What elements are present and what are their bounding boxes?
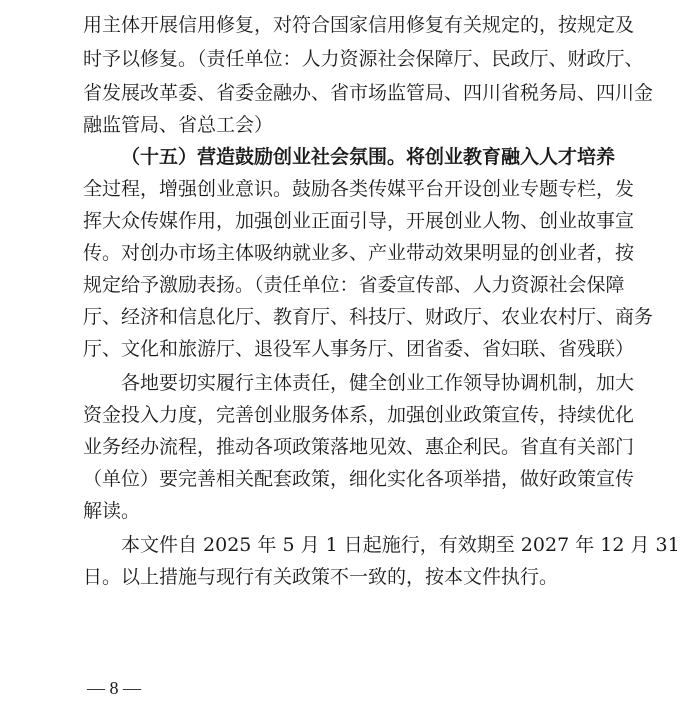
body-line: 省发展改革委、省委金融办、省市场监管局、四川省税务局、四川金 xyxy=(83,82,654,104)
body-line: 时予以修复。（责任单位：人力资源社会保障厅、民政厅、财政厅、 xyxy=(83,48,644,70)
body-line: 全过程，增强创业意识。鼓励各类传媒平台开设创业专题专栏，发 xyxy=(83,178,635,200)
body-line: 融监管局、省总工会） xyxy=(83,114,274,136)
page-number: — 8 — xyxy=(87,678,141,698)
body-line: 厅、文化和旅游厅、退役军人事务厅、团省委、省妇联、省残联） xyxy=(83,338,635,360)
body-line: 各地要切实履行主体责任，健全创业工作领导协调机制，加大 xyxy=(121,372,635,394)
body-line: （单位）要完善相关配套政策，细化实化各项举措，做好政策宣传 xyxy=(83,468,635,490)
body-line: 业务经办流程，推动各项政策落地见效、惠企利民。省直有关部门 xyxy=(83,436,635,458)
body-line: 厅、经济和信息化厅、教育厅、科技厅、财政厅、农业农村厅、商务 xyxy=(83,306,654,328)
body-line: 用主体开展信用修复，对符合国家信用修复有关规定的，按规定及 xyxy=(83,14,635,36)
body-line: 挥大众传媒作用，加强创业正面引导，开展创业人物、创业故事宣 xyxy=(83,210,635,232)
body-line: 资金投入力度，完善创业服务体系，加强创业政策宣传，持续优化 xyxy=(83,404,635,426)
body-line: 规定给予激励表扬。（责任单位：省委宣传部、人力资源社会保障 xyxy=(83,274,625,296)
body-line: 传。对创办市场主体吸纳就业多、产业带动效果明显的创业者，按 xyxy=(83,242,635,264)
body-line: 解读。 xyxy=(83,500,141,522)
section-heading-line: （十五）营造鼓励创业社会氛围。将创业教育融入人才培养 xyxy=(121,146,616,168)
body-line: 本文件自 2025 年 5 月 1 日起施行，有效期至 2027 年 12 月 31 xyxy=(121,534,680,556)
body-line: 日。以上措施与现行有关政策不一致的，按本文件执行。 xyxy=(83,566,559,588)
